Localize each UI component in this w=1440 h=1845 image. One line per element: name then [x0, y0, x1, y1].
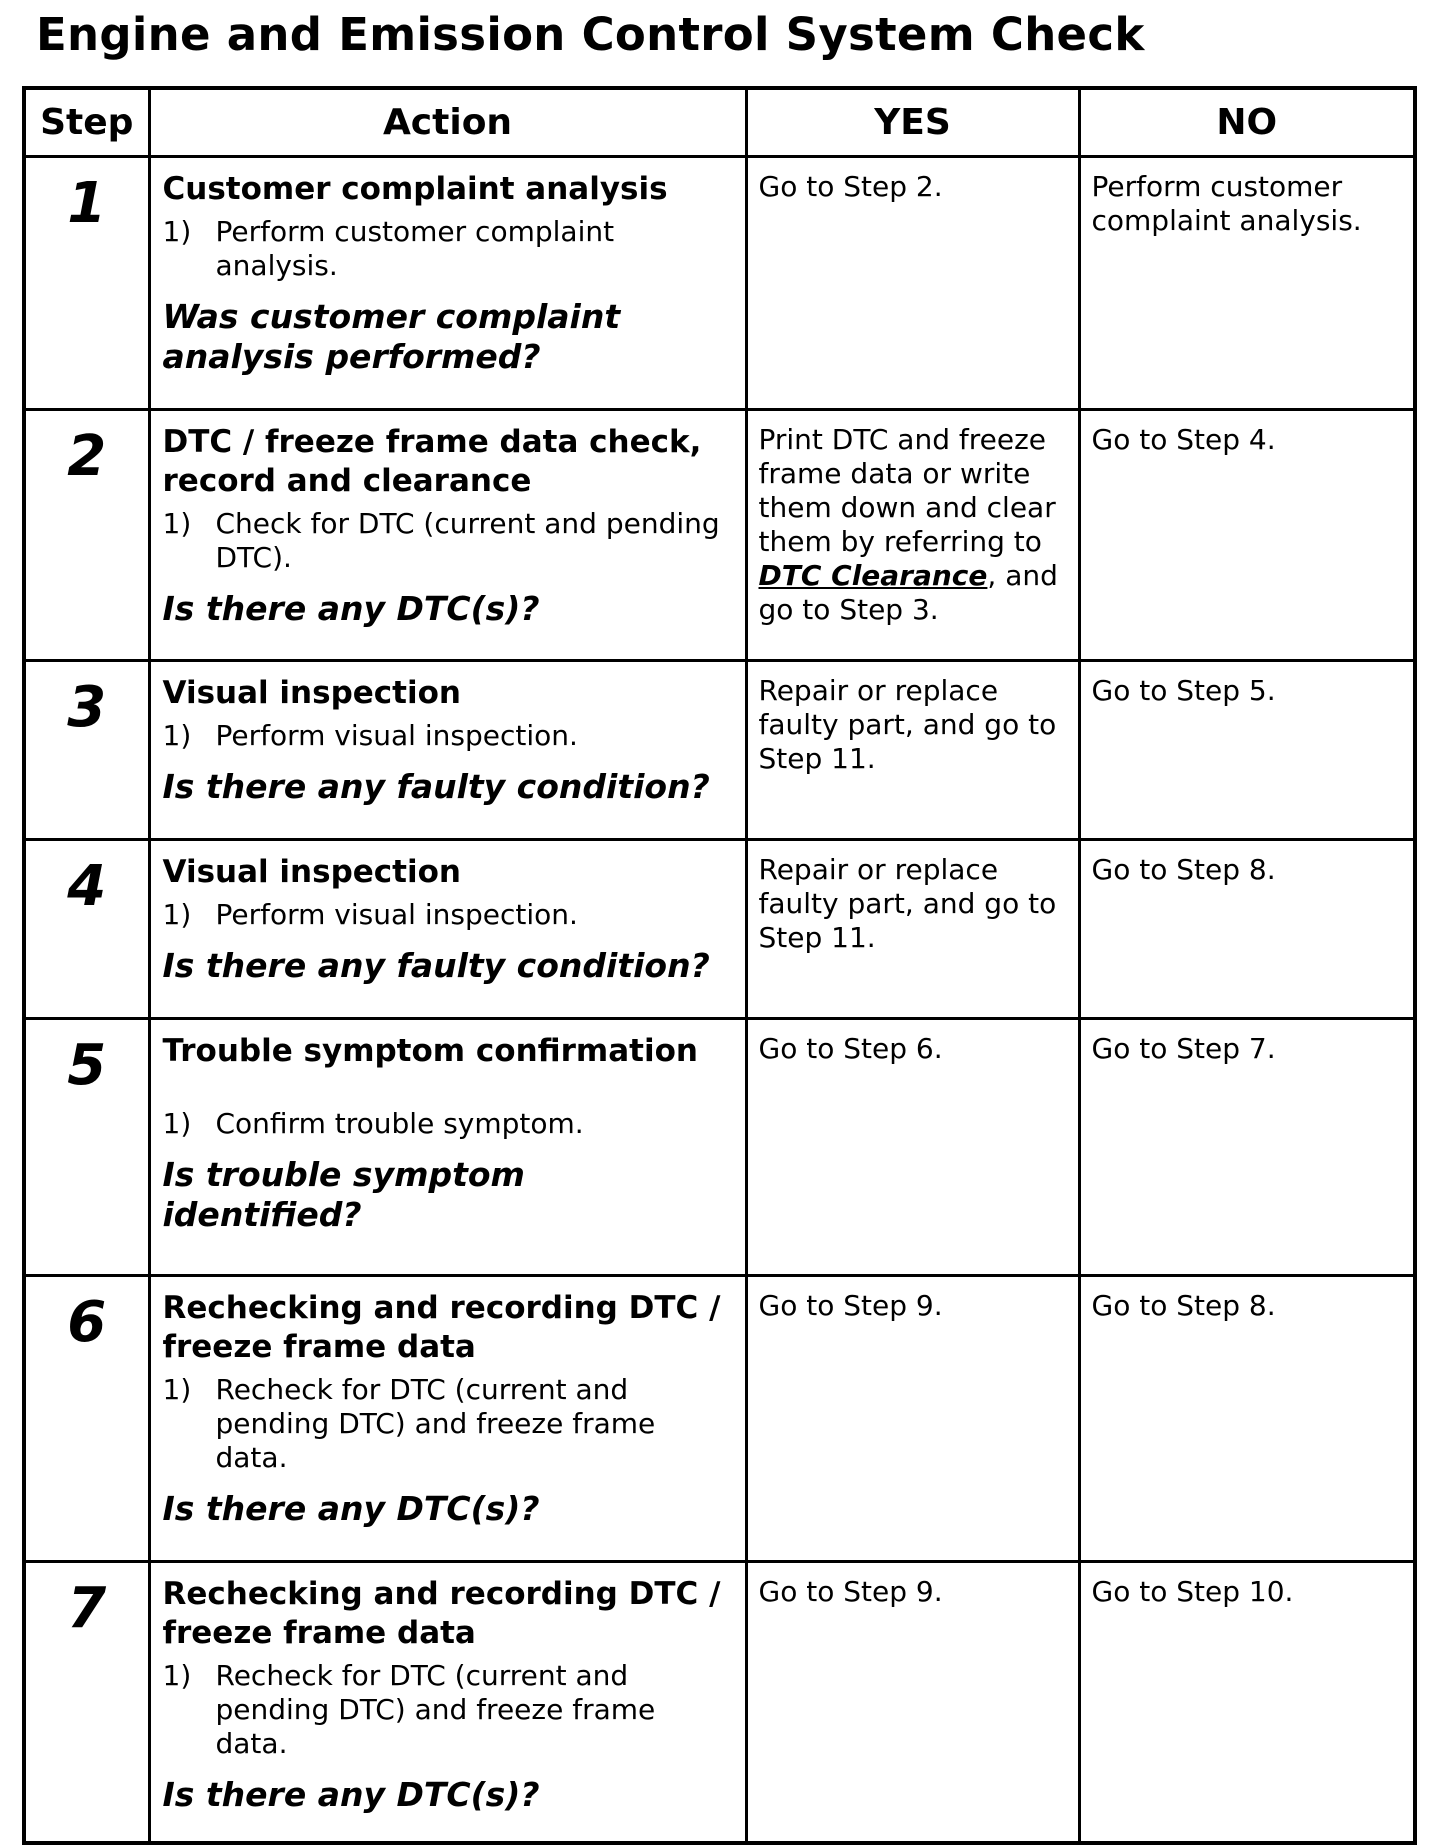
action-cell — [149, 410, 746, 661]
dtc-clearance-link[interactable]: DTC Clearance — [758, 559, 988, 592]
action-step — [163, 1107, 733, 1141]
action-title: Rechecking and recording DTC / freeze frame data — [162, 1290, 721, 1365]
header-row — [24, 88, 1415, 157]
action-step — [163, 215, 733, 283]
action-step-text: Confirm trouble symptom. — [215, 1107, 584, 1140]
header-action: Action — [149, 88, 746, 157]
yes-cell — [746, 410, 1079, 661]
page-title: Engine and Emission Control System Check — [36, 8, 1145, 61]
step-number: 4 — [24, 840, 149, 1019]
table-row — [24, 840, 1415, 1019]
action-step-text: Recheck for DTC (current and pending DTC) and freeze frame data. — [215, 1373, 656, 1474]
action-question: Is there any faulty condition? — [162, 946, 710, 985]
no-cell: Go to Step 5. — [1079, 661, 1415, 840]
action-question: Was customer complaint analysis performed? — [162, 297, 621, 376]
action-step-number: 1) — [162, 1373, 192, 1406]
action-step-text: Perform customer complaint analysis. — [215, 215, 615, 282]
table-row — [24, 157, 1415, 410]
action-cell — [149, 157, 746, 410]
action-cell — [149, 1019, 746, 1276]
action-step-text: Recheck for DTC (current and pending DTC) and freeze frame data. — [215, 1659, 656, 1760]
yes-cell: Go to Step 6. — [746, 1019, 1079, 1276]
action-cell — [149, 1562, 746, 1843]
action-step-text: Perform visual inspection. — [215, 719, 578, 752]
header-no: NO — [1079, 88, 1415, 157]
action-step-number: 1) — [162, 1659, 192, 1692]
table-row — [24, 1276, 1415, 1562]
yes-cell: Repair or replace faulty part, and go to Step 11. — [746, 661, 1079, 840]
action-step-text: Perform visual inspection. — [215, 898, 578, 931]
yes-cell: Repair or replace faulty part, and go to Step 11. — [746, 840, 1079, 1019]
action-question: Is there any DTC(s)? — [162, 589, 540, 628]
yes-cell: Go to Step 2. — [746, 157, 1079, 410]
action-question: Is there any faulty condition? — [162, 767, 710, 806]
action-question: Is there any DTC(s)? — [162, 1775, 540, 1814]
yes-cell: Go to Step 9. — [746, 1276, 1079, 1562]
diagnostic-table — [22, 86, 1417, 1845]
action-step-number: 1) — [162, 1107, 192, 1140]
action-title: DTC / freeze frame data check, record and clearance — [162, 424, 702, 499]
action-step — [163, 1373, 733, 1475]
action-question: Is trouble symptom identified? — [162, 1155, 525, 1234]
no-cell: Go to Step 8. — [1079, 840, 1415, 1019]
action-step — [163, 507, 733, 575]
no-cell: Go to Step 4. — [1079, 410, 1415, 661]
action-step-number: 1) — [162, 215, 192, 248]
no-cell: Go to Step 8. — [1079, 1276, 1415, 1562]
table-row — [24, 1562, 1415, 1843]
no-cell: Perform customer complaint analysis. — [1079, 157, 1415, 410]
action-step-number: 1) — [162, 719, 192, 752]
header-step: Step — [24, 88, 149, 157]
step-number: 7 — [24, 1562, 149, 1843]
action-step-number: 1) — [162, 898, 192, 931]
yes-cell: Go to Step 9. — [746, 1562, 1079, 1843]
table-row — [24, 661, 1415, 840]
action-cell — [149, 1276, 746, 1562]
yes-text: Print DTC and freeze frame data or write them down and clear them by referring to — [758, 423, 1056, 558]
action-step — [163, 719, 733, 753]
action-step — [163, 1659, 733, 1761]
header-yes: YES — [746, 88, 1079, 157]
step-number: 3 — [24, 661, 149, 840]
action-title: Trouble symptom confirmation — [162, 1033, 698, 1069]
action-question: Is there any DTC(s)? — [162, 1489, 540, 1528]
step-number: 2 — [24, 410, 149, 661]
table-row — [24, 410, 1415, 661]
action-cell — [149, 840, 746, 1019]
step-number: 5 — [24, 1019, 149, 1276]
action-step — [163, 898, 733, 932]
table-row — [24, 1019, 1415, 1276]
no-cell: Go to Step 7. — [1079, 1019, 1415, 1276]
step-number: 1 — [24, 157, 149, 410]
action-title: Visual inspection — [162, 854, 461, 890]
action-step-text: Check for DTC (current and pending DTC). — [215, 507, 720, 574]
action-title: Customer complaint analysis — [162, 171, 668, 207]
no-cell: Go to Step 10. — [1079, 1562, 1415, 1843]
yes-text-end: , and go to Step 3. — [758, 559, 1058, 626]
action-title: Rechecking and recording DTC / freeze frame data — [162, 1576, 721, 1651]
action-title: Visual inspection — [162, 675, 461, 711]
action-step-number: 1) — [162, 507, 192, 540]
step-number: 6 — [24, 1276, 149, 1562]
action-cell — [149, 661, 746, 840]
